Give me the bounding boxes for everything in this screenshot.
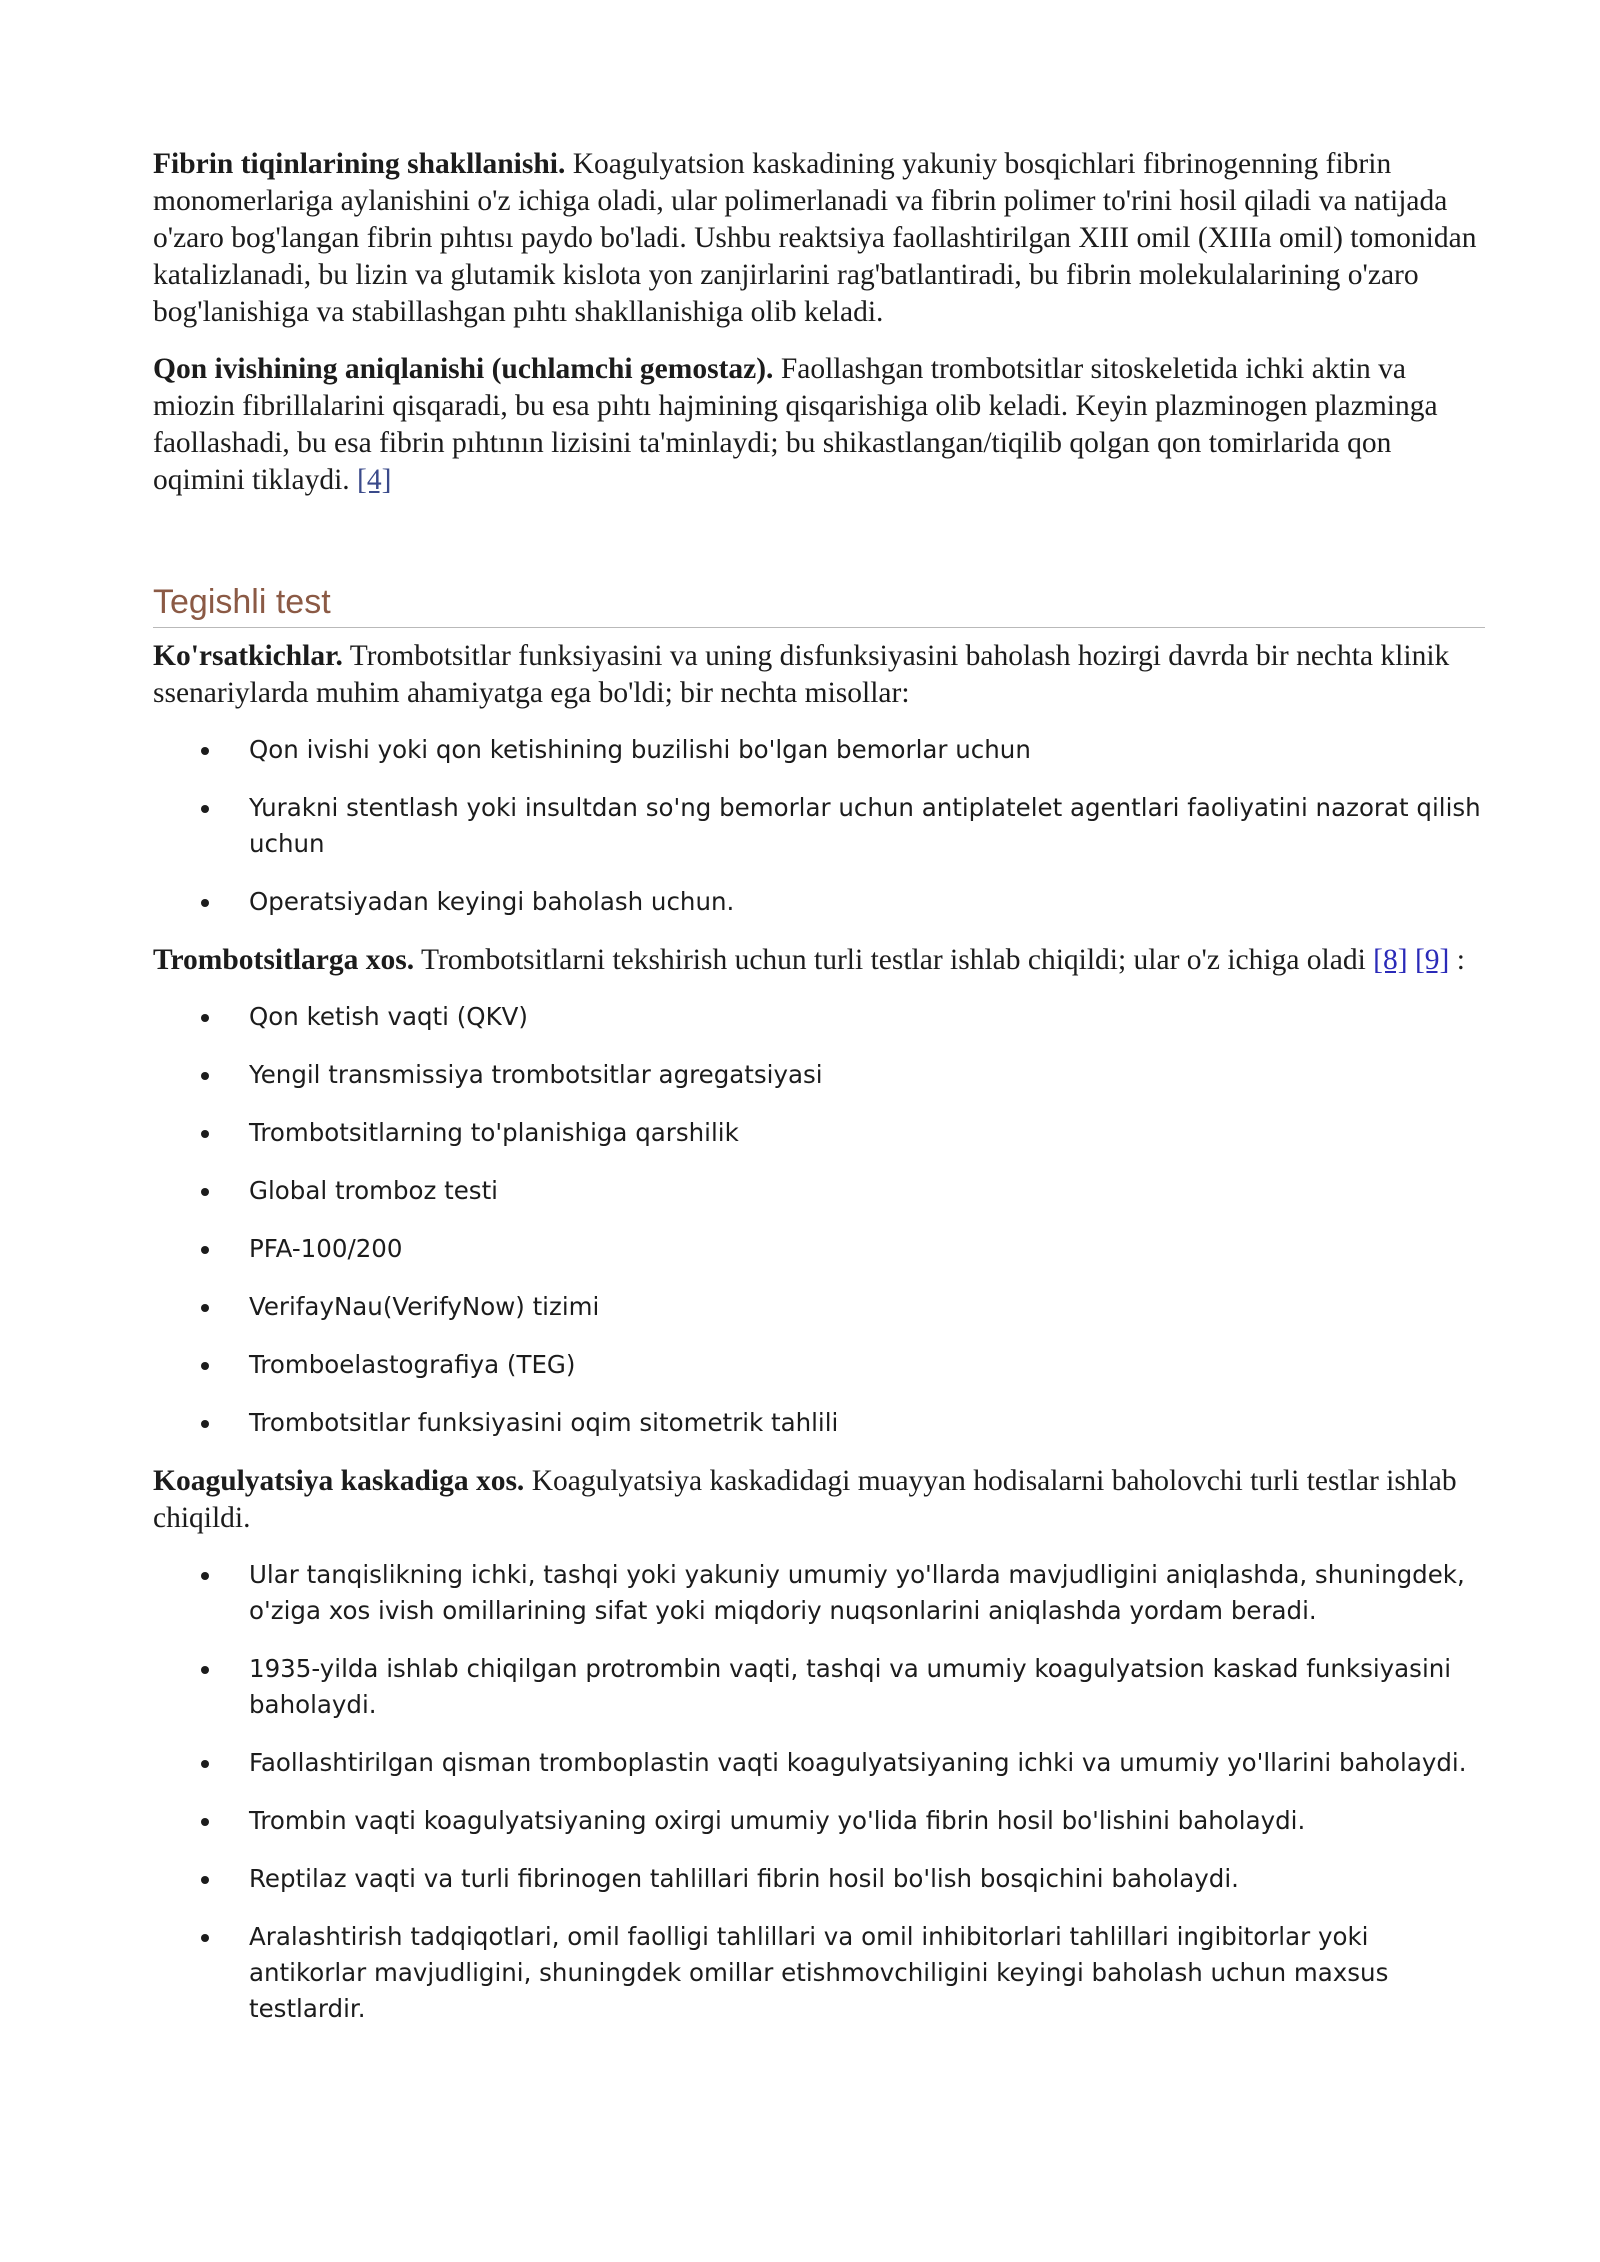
bullet-list-korsatkichlar — [153, 732, 1485, 920]
bullet-icon — [201, 1130, 209, 1138]
bullet-icon — [201, 1014, 209, 1022]
bullet-icon — [201, 1876, 209, 1884]
bullet-icon — [201, 1818, 209, 1826]
paragraph-title: Fibrin tiqinlarining shakllanishi. — [153, 148, 566, 180]
list-item: 1935-yilda ishlab chiqilgan protrombin vaqti, tashqi va umumiy koagulyatsion kaskad funksiyasini baholaydi. — [153, 1651, 1485, 1723]
reference-link-8[interactable]: [8] — [1373, 944, 1408, 976]
paragraph-text: Koagulyatsiya kaskadidagi muayyan hodisalarni baholovchi turli testlar ishlab chiqildi. — [153, 1465, 1457, 1534]
section-heading: Tegishli test — [153, 581, 1485, 628]
bullet-icon — [201, 1760, 209, 1768]
bullet-icon — [201, 1246, 209, 1254]
list-item: VerifayNau(VerifyNow) tizimi — [153, 1289, 1485, 1325]
bullet-icon — [201, 899, 209, 907]
list-item: Trombotsitlarning to'planishiga qarshilik — [153, 1115, 1485, 1151]
paragraph-koagulyatsiya — [153, 1463, 1485, 1537]
bullet-icon — [201, 805, 209, 813]
paragraph-title: Ko'rsatkichlar. — [153, 640, 343, 672]
paragraph-title: Koagulyatsiya kaskadiga xos. — [153, 1465, 525, 1497]
list-item: Yurakni stentlash yoki insultdan so'ng bemorlar uchun antiplatelet agentlari faoliyatini nazorat qilish uchun — [153, 790, 1485, 862]
paragraph-text: Koagulyatsion kaskadining yakuniy bosqichlari fibrinogenning fibrin monomerlariga aylanishini o'z ichiga oladi, ular polimerlanadi va fibrin polimer to'rini hosil qiladi va natijada o'zaro bog'langan fibrin pıhtısı paydo bo'ladi. Ushbu reaktsiya faollashtirilgan XIII omil (XIIIa omil) tomonidan katalizlanadi, bu lizin va glutamik kislota yon zanjirlarini rag'batlantiradi, bu fibrin molekulalarining o'zaro bog'lanishiga va stabillashgan pıhtı shakllanishiga olib keladi. — [153, 148, 1477, 328]
bullet-icon — [201, 1420, 209, 1428]
list-item: Aralashtirish tadqiqotlari, omil faolligi tahlillari va omil inhibitorlari tahlillari ingibitorlar yoki antikorlar mavjudligini, shuningdek omillar etishmovchiligini keyingi baholash uchun maxsus testlardir. — [153, 1919, 1485, 2027]
paragraph-title: Trombotsitlarga xos. — [153, 944, 415, 976]
paragraph-text: Faollashgan trombotsitlar sitoskeletida ichki aktin va miozin fibrillalarini qisqaradi, bu esa pıhtı hajmining qisqarishiga olib keladi. Keyin plazminogen plazminga faollashadi, bu esa fibrin pıhtının lizisini ta'minlaydi; bu shikastlangan/tiqilib qolgan qon tomirlarida qon oqimini tiklaydi. — [153, 353, 1438, 496]
list-item: Qon ketish vaqti (QKV) — [153, 999, 1485, 1035]
paragraph-text: Trombotsitlarni tekshirish uchun turli testlar ishlab chiqildi; ular o'z ichiga oladi — [414, 944, 1374, 976]
bullet-icon — [201, 1304, 209, 1312]
list-item: PFA-100/200 — [153, 1231, 1485, 1267]
paragraph-tail: : — [1449, 944, 1465, 976]
bullet-icon — [201, 1572, 209, 1580]
paragraph-qon-ivishi — [153, 351, 1485, 499]
document-page — [153, 146, 1485, 2049]
bullet-icon — [201, 1934, 209, 1942]
list-item: Yengil transmissiya trombotsitlar agregatsiyasi — [153, 1057, 1485, 1093]
list-item: Operatsiyadan keyingi baholash uchun. — [153, 884, 1485, 920]
paragraph-trombotsitlarga-xos — [153, 942, 1485, 979]
paragraph-fibrin — [153, 146, 1485, 331]
list-item: Trombin vaqti koagulyatsiyaning oxirgi umumiy yo'lida fibrin hosil bo'lishini baholaydi. — [153, 1803, 1485, 1839]
paragraph-title: Qon ivishining aniqlanishi (uchlamchi gemostaz). — [153, 353, 774, 385]
bullet-icon — [201, 747, 209, 755]
list-item: Trombotsitlar funksiyasini oqim sitometrik tahlili — [153, 1405, 1485, 1441]
bullet-list-trombotsit-tests — [153, 999, 1485, 1441]
list-item: Tromboelastografiya (TEG) — [153, 1347, 1485, 1383]
bullet-icon — [201, 1666, 209, 1674]
paragraph-korsatkichlar — [153, 638, 1485, 712]
list-item: Qon ivishi yoki qon ketishining buzilishi bo'lgan bemorlar uchun — [153, 732, 1485, 768]
reference-link-4[interactable]: [4] — [357, 464, 392, 496]
bullet-icon — [201, 1362, 209, 1370]
list-item: Reptilaz vaqti va turli fibrinogen tahlillari fibrin hosil bo'lish bosqichini baholaydi. — [153, 1861, 1485, 1897]
reference-link-9[interactable]: [9] — [1414, 944, 1450, 976]
bullet-list-koagulyatsiya — [153, 1557, 1485, 2027]
bullet-icon — [201, 1072, 209, 1080]
list-item: Global tromboz testi — [153, 1173, 1485, 1209]
bullet-icon — [201, 1188, 209, 1196]
list-item: Ular tanqislikning ichki, tashqi yoki yakuniy umumiy yo'llarda mavjudligini aniqlashda, shuningdek, o'ziga xos ivish omillarining sifat yoki miqdoriy nuqsonlarini aniqlashda yordam beradi. — [153, 1557, 1485, 1629]
list-item: Faollashtirilgan qisman tromboplastin vaqti koagulyatsiyaning ichki va umumiy yo'llarini baholaydi. — [153, 1745, 1485, 1781]
paragraph-text: Trombotsitlar funksiyasini va uning disfunksiyasini baholash hozirgi davrda bir nechta klinik ssenariylarda muhim ahamiyatga ega bo'ldi; bir nechta misollar: — [153, 640, 1450, 709]
